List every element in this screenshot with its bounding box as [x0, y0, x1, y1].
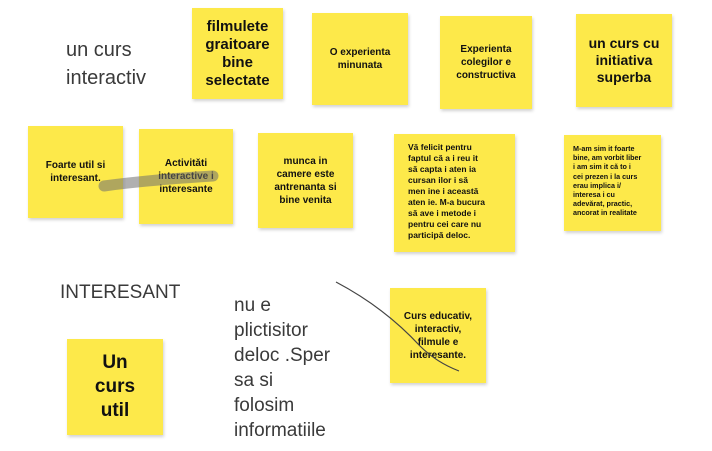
sticky-note-text: un curs cu initiativa superba [588, 35, 660, 85]
sticky-note-text: O experienta minunata [329, 47, 391, 71]
free-text-not-boring: nu e plictisitor deloc .Sper sa si folosim informatiile [234, 295, 331, 441]
free-text-interesting: INTERESANT [60, 282, 181, 303]
sticky-note-text: Vă felicit pentru faptul că a i reu it să capta i aten ia cursan ilor i să men ine i această aten ie. M-a bucura să ave i metode i pentru cei care nu participă deloc. [408, 142, 485, 240]
pen-stroke [336, 282, 459, 371]
sticky-note-text: filmulete graitoare bine selectate [205, 17, 270, 89]
sticky-note-text: Activitǎti interactive i interesante [158, 158, 214, 195]
pencil-smudge [104, 176, 213, 186]
sticky-note-text: Foarte util si interesant. [45, 160, 106, 184]
sticky-note-text: M-am sim it foarte bine, am vorbit liber i am sim it că to i cei prezen i la curs erau implica i/ interesa i cu adevărat, practic, ancorat in realitate [573, 144, 642, 218]
sticky-note-text: munca in camere este antrenanta si bine venita [274, 155, 337, 206]
sticky-note-text: Curs educativ, interactiv, filmule e interesante. [403, 310, 473, 361]
free-text-interactive-course: un curs interactiv [66, 39, 147, 89]
sticky-note-text: Experienta colegilor e constructiva [456, 44, 516, 81]
sticky-note-text: Un curs util [94, 352, 136, 421]
